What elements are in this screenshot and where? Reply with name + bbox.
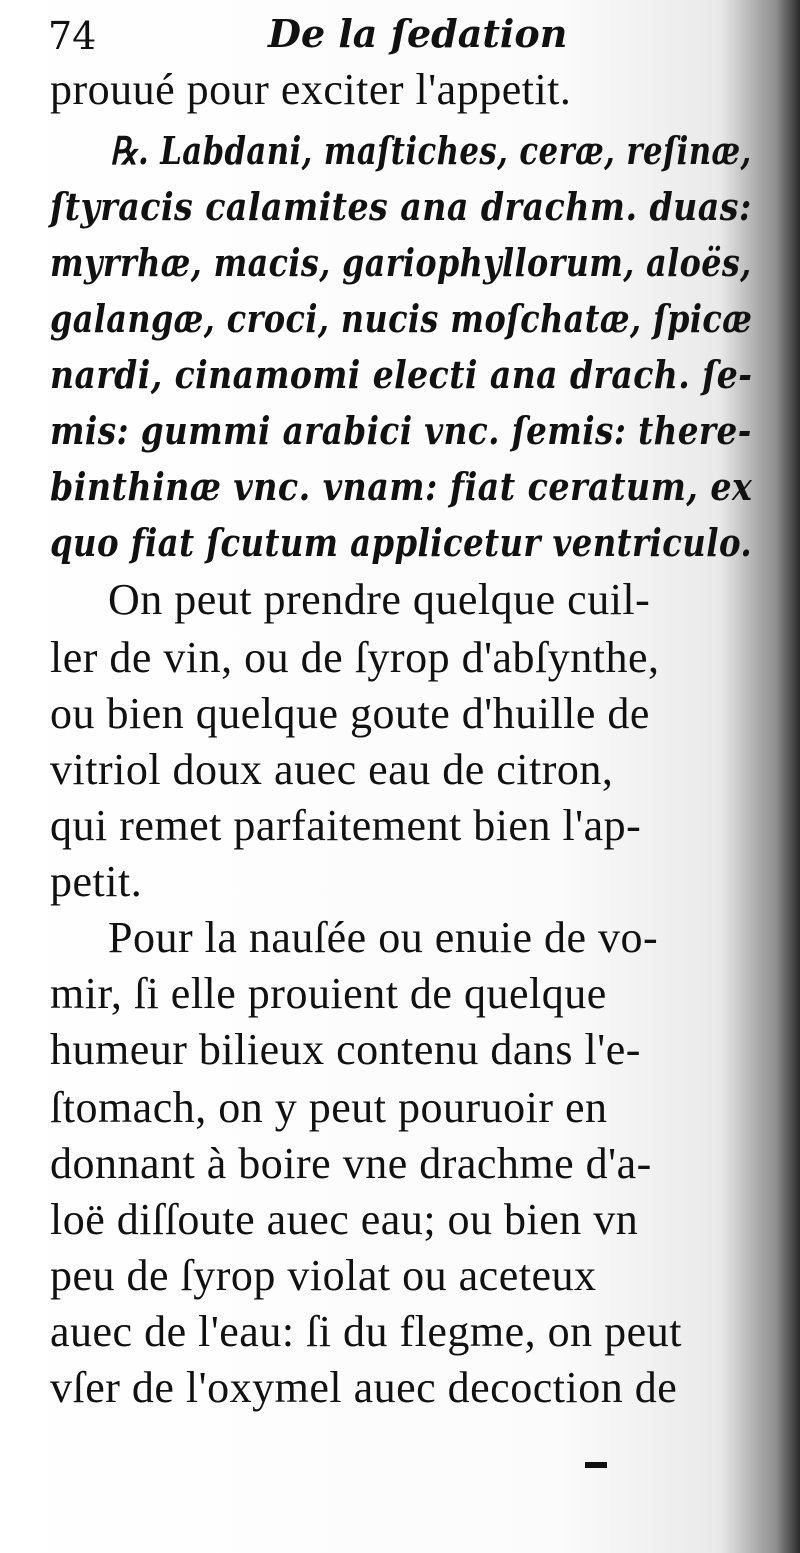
text-line: Pour la nauſée ou enuie de vo- — [108, 913, 659, 962]
text-line: mis: gummi arabici vnc. ſemis: there- — [50, 408, 752, 453]
text-line: ℞. Labdani, maſtiches, ceræ, reſinæ, — [110, 128, 752, 173]
text-line: ſtyracis calamites ana drachm. duas: — [50, 184, 752, 229]
text-line: galangæ, croci, nucis moſchatæ, ſpicæ — [50, 296, 753, 341]
text-line: loë diſſoute auec eau; ou bien vn — [50, 1195, 639, 1244]
text-line: vitriol doux auec eau de citron, — [50, 745, 614, 794]
page-number: 74 — [48, 14, 97, 58]
text-line: binthinæ vnc. vnam: fiat ceratum, ex — [50, 464, 753, 509]
text-line: ſtomach, on y peut pouruoir en — [50, 1083, 608, 1132]
page-header — [44, 10, 744, 60]
text-line: ou bien quelque goute d'huille de — [50, 689, 650, 738]
text-line: prouué pour exciter l'appetit. — [50, 65, 572, 114]
ornament-dash — [585, 1462, 607, 1468]
running-head: De la ſedation — [268, 11, 568, 56]
text-line: myrrhæ, macis, gariophyllorum, aloës, — [50, 240, 752, 285]
text-line: petit. — [50, 857, 143, 906]
text-line: qui remet parfaitement bien l'ap- — [50, 801, 642, 850]
text-line: auec de l'eau: ſi du flegme, on peut — [50, 1307, 682, 1356]
text-line: ler de vin, ou de ſyrop d'abſynthe, — [50, 633, 660, 682]
text-line: nardi, cinamomi electi ana drach. ſe- — [50, 352, 753, 397]
text-line: mir, ſi elle prouient de quelque — [50, 969, 607, 1018]
text-line: vſer de l'oxymel auec decoction de — [50, 1363, 678, 1412]
text-line: On peut prendre quelque cuil- — [108, 575, 651, 624]
text-line: donnant à boire vne drachme d'a- — [50, 1139, 652, 1188]
text-line: peu de ſyrop violat ou aceteux — [50, 1251, 597, 1300]
text-line: quo fiat ſcutum applicetur ventriculo. — [50, 520, 753, 565]
text-line: humeur bilieux contenu dans l'e- — [50, 1025, 641, 1074]
